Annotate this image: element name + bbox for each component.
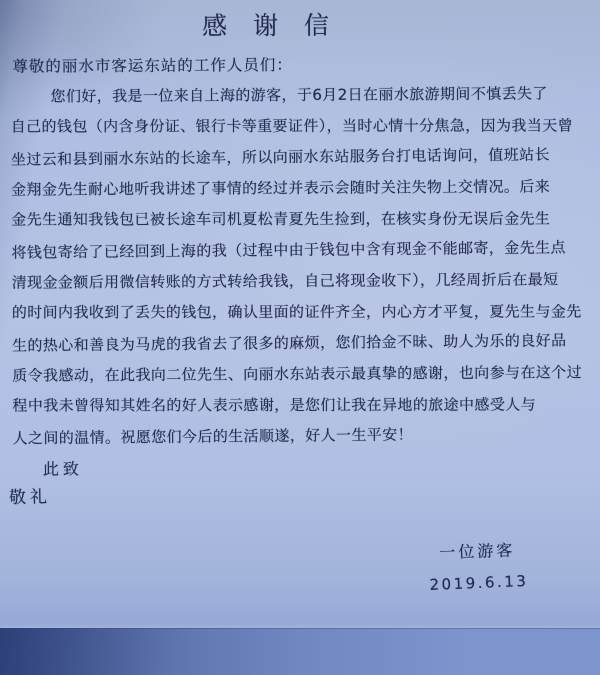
letter-title: 感 谢 信	[202, 10, 332, 41]
letter-body-line: 清现金金额后用微信转账的方式转给我钱，自己将现金收下），几经周折后在最短	[11, 270, 559, 292]
paper-bottom-edge	[0, 628, 600, 675]
letter-body-line: 程中我未曾得知其姓名的好人表示感谢，是您们让我在异地的旅途中感受人与	[12, 395, 537, 415]
letter-closing-jingli: 敬礼	[8, 487, 52, 509]
letter-closing-cizhi: 此致	[42, 459, 83, 479]
letter-body-line: 人之间的温情。祝愿您们今后的生活顺遂，好人一生平安！	[12, 425, 414, 448]
letter-body-line: 生的热心和善良为马虎的我省去了很多的麻烦，您们拾金不昧、助人为乐的良好品	[11, 331, 567, 355]
letter-body-line: 您们好，我是一位来自上海的游客，于6月2日在丽水旅游期间不慎丢失了	[50, 84, 548, 106]
letter-body-line: 的时间内我收到了丢失的钱包，确认里面的证件齐全，内心方才平复，夏先生与金先	[11, 302, 582, 322]
letter-salutation: 尊敬的丽水市客运东站的工作人员们：	[12, 56, 293, 76]
letter-date: 2019.6.13	[429, 571, 529, 594]
letter-body-line: 自己的钱包（内含身份证、银行卡等重要证件），当时心情十分焦急，因为我当天曾	[10, 116, 574, 136]
letter-body-line: 坐过云和县到丽水东站的长途车，所以向丽水东站服务台打电话询问，值班站长	[10, 145, 550, 169]
letter-body-line: 将钱包寄给了已经回到上海的我（过程中由于钱包中含有现金不能邮寄，金先生点	[11, 238, 566, 262]
letter-body-line: 金先生通知我钱包已被长途车司机夏松青夏先生捡到，在核实身份无误后金先生	[11, 209, 551, 229]
letter-body-line: 质令我感动，在此我向二位先生、向丽水东站表示最真挚的感谢，也向参与在这个过	[12, 363, 583, 385]
letter-body-line: 金翔金先生耐心地听我讲述了事情的经过并表示会随时关注失物上交情况。后来	[11, 177, 551, 199]
letter-signature: 一位游客	[439, 540, 516, 563]
